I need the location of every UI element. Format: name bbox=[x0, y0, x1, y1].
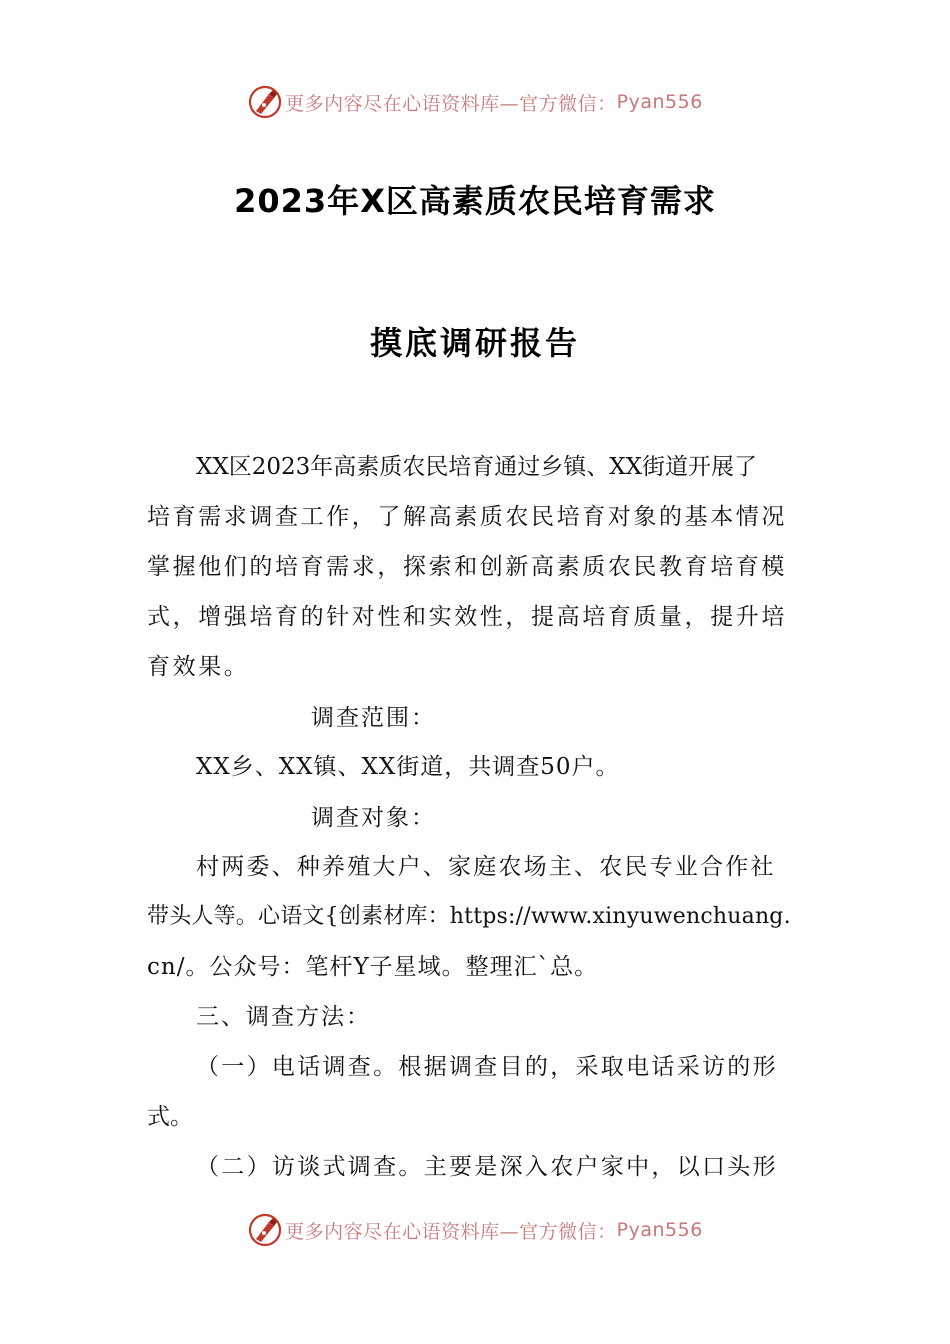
section-label-scope: 调查范围： bbox=[311, 705, 436, 731]
header-banner bbox=[0, 82, 950, 122]
paragraph-line: 村两委、种养殖大户、家庭农场主、农民专业合作社 bbox=[196, 854, 776, 880]
section-heading-methods: 三、调查方法： bbox=[196, 1004, 371, 1030]
paragraph-line: XX乡、XX镇、XX街道，共调查50户。 bbox=[196, 754, 620, 780]
paragraph-line: cn/。公众号：笔杆Y子星域。整理汇`总。 bbox=[147, 954, 599, 980]
paragraph-line: （二）访谈式调查。主要是深入农户家中，以口头形 bbox=[196, 1154, 778, 1180]
paragraph-line: 培育需求调查工作，了解高素质农民培育对象的基本情况 bbox=[147, 504, 787, 530]
document-title-line-2: 摸底调研报告 bbox=[369, 324, 580, 362]
paragraph-line: 育效果。 bbox=[147, 654, 250, 680]
document-title-line-1: 2023年X区高素质农民培育需求 bbox=[234, 182, 716, 220]
banner-wechat-id: Pyan556 bbox=[616, 91, 703, 113]
pen-nib-icon bbox=[247, 84, 283, 120]
paragraph-line: 式，增强培育的针对性和实效性，提高培育质量，提升培 bbox=[147, 604, 787, 630]
paragraph-line: 式。 bbox=[147, 1104, 193, 1130]
paragraph-line: 掌握他们的培育需求，探索和创新高素质农民教育培育模 bbox=[147, 554, 787, 580]
section-label-subjects: 调查对象： bbox=[311, 805, 436, 831]
banner-wechat-id: Pyan556 bbox=[616, 1219, 703, 1241]
banner-text: 更多内容尽在心语资料库—官方微信： bbox=[285, 92, 617, 115]
pen-nib-icon bbox=[247, 1212, 283, 1248]
paragraph-line: XX区2023年高素质农民培育通过乡镇、XX街道开展了 bbox=[196, 454, 758, 480]
paragraph-line: 带头人等。心语文{创素材库：https://www.xinyuwenchuang. bbox=[147, 904, 791, 929]
footer-banner bbox=[0, 1210, 950, 1250]
paragraph-line: （一）电话调查。根据调查目的，采取电话采访的形 bbox=[196, 1054, 778, 1080]
banner-text: 更多内容尽在心语资料库—官方微信： bbox=[285, 1220, 617, 1243]
